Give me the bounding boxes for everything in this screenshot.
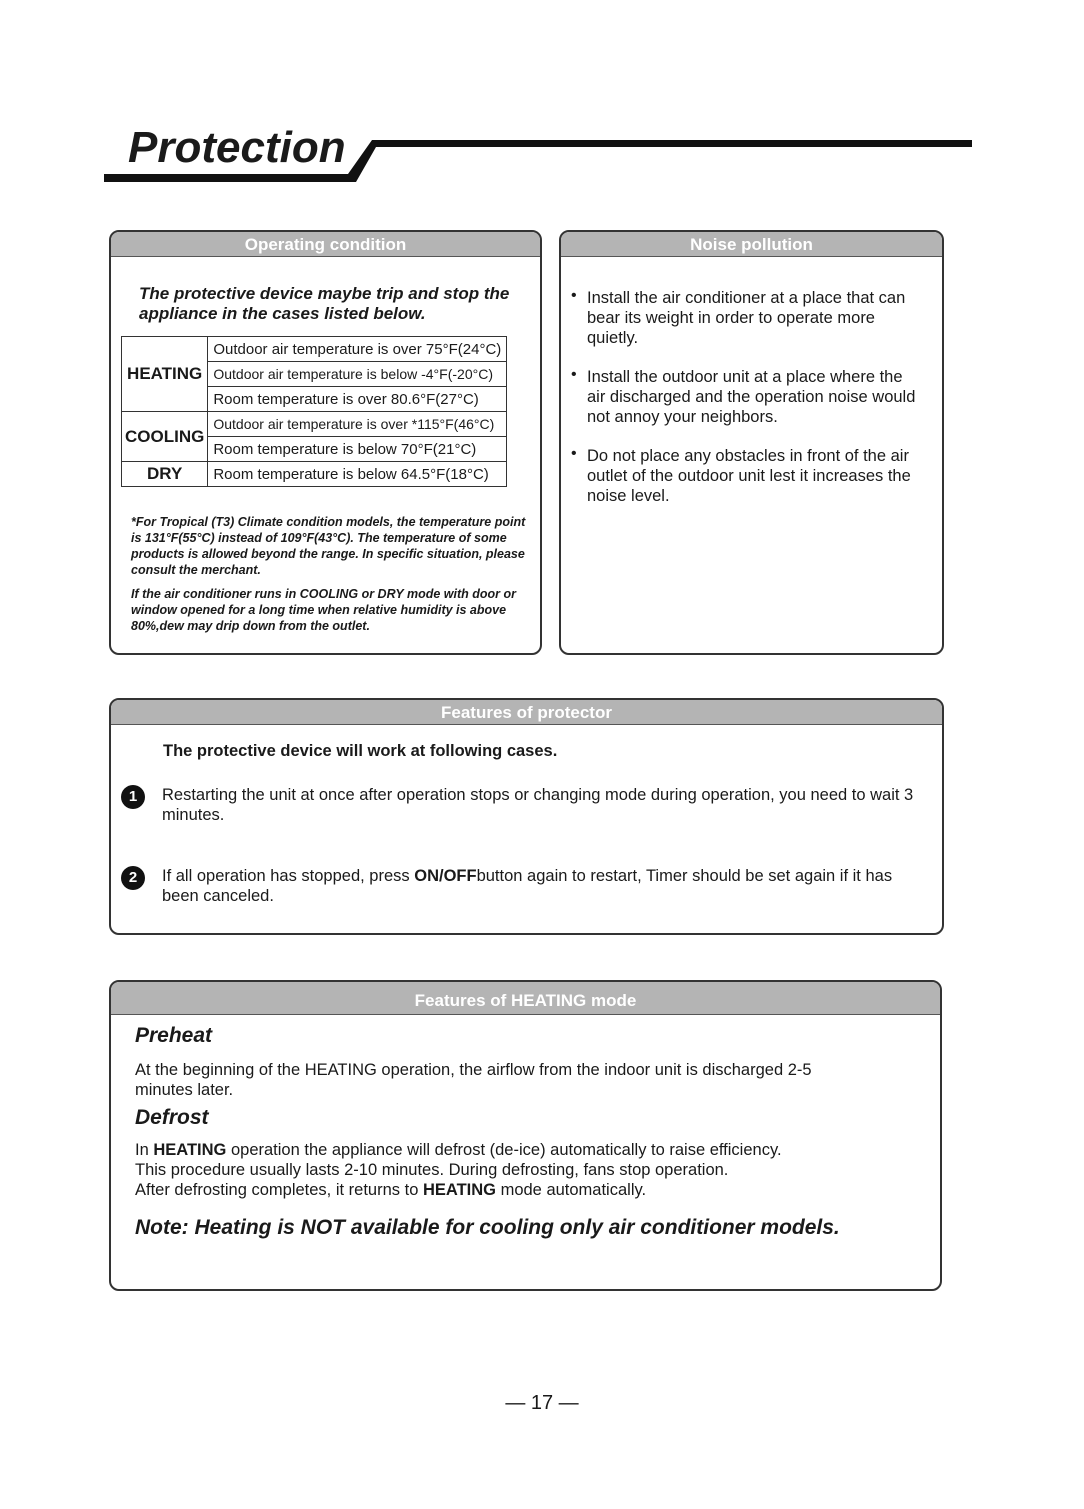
- list-item: • Do not place any obstacles in front of the air outlet of the outdoor unit lest it increases the noise level.: [571, 446, 937, 506]
- condition-cell: Outdoor air temperature is below -4°F(-20°C): [208, 362, 507, 387]
- condition-cell: Room temperature is below 64.5°F(18°C): [208, 462, 507, 487]
- preheat-title: Preheat: [135, 1024, 213, 1047]
- condition-cell: Outdoor air temperature is over 75°F(24°C): [208, 337, 507, 362]
- defrost-l3-pre: After defrosting completes, it returns to: [135, 1181, 423, 1199]
- condition-cell: Outdoor air temperature is over *115°F(46°C): [208, 412, 507, 437]
- defrost-l3-post: mode automatically.: [496, 1181, 647, 1199]
- table-row: [122, 337, 507, 362]
- heating-note: Note: Heating is NOT available for cooling only air conditioner models.: [135, 1216, 840, 1239]
- case-text-pre: If all operation has stopped, press: [162, 867, 415, 885]
- defrost-title: Defrost: [135, 1106, 209, 1129]
- mode-heating: HEATING: [122, 337, 208, 412]
- noise-pollution-panel: [559, 230, 944, 655]
- operating-condition-table: [121, 336, 507, 487]
- preheat-text: At the beginning of the HEATING operation, the airflow from the indoor unit is discharged 2-5 minutes later.: [135, 1061, 812, 1099]
- condition-cell: Room temperature is below 70°F(21°C): [208, 437, 507, 462]
- protector-case-1: [121, 785, 928, 825]
- operating-condition-panel: [109, 230, 542, 655]
- mode-cooling: COOLING: [122, 412, 208, 462]
- tropical-note: *For Tropical (T3) Climate condition models, the temperature point is 131°F(55°C) instead of 109°F(43°C). The temperature of some products is allowed beyond the range. In specific situation, please consult the merchant.: [131, 515, 526, 577]
- protector-case-2: [121, 866, 928, 906]
- operating-condition-lead: The protective device maybe trip and stop the appliance in the cases listed below.: [139, 284, 510, 323]
- on-off-button-label: ON/OFF: [414, 867, 477, 885]
- defrost-l1-pre: In: [135, 1141, 154, 1159]
- list-item: • Install the air conditioner at a place that can bear its weight in order to operate more quietly.: [571, 288, 907, 348]
- case-text: Restarting the unit at once after operation stops or changing mode during operation, you need to wait 3 minutes.: [162, 786, 914, 824]
- page-number: — 17 —: [505, 1392, 579, 1414]
- defrost-l1-post: operation the appliance will defrost (de-ice) automatically to raise efficiency.: [226, 1141, 782, 1159]
- operating-condition-header: Operating condition: [111, 232, 540, 257]
- defrost-line-1: [135, 1141, 782, 1159]
- humidity-note: If the air conditioner runs in COOLING or DRY mode with door or window opened for a long time when relative humidity is above 80%,dew may drip down from the outlet.: [131, 587, 516, 633]
- table-row: [122, 412, 507, 437]
- number-badge-1: 1: [121, 785, 145, 809]
- defrost-text: [135, 1140, 925, 1200]
- case-text: [162, 866, 928, 906]
- case-text-post: button again to restart, Timer should be set again if it has been canceled.: [162, 867, 893, 905]
- protector-panel: [109, 698, 944, 935]
- defrost-line-2: This procedure usually lasts 2-10 minutes. During defrosting, fans stop operation.: [135, 1161, 729, 1179]
- list-item: • Install the outdoor unit at a place where the air discharged and the operation noise would not annoy your neighbors.: [571, 367, 923, 427]
- mode-dry: DRY: [122, 462, 208, 487]
- table-row: [122, 462, 507, 487]
- page-title: Protection: [128, 123, 346, 172]
- condition-cell: Room temperature is over 80.6°F(27°C): [208, 387, 507, 412]
- defrost-l3-bold: HEATING: [422, 1181, 496, 1199]
- protector-header: Features of protector: [111, 700, 942, 725]
- defrost-line-3: [135, 1181, 646, 1199]
- heating-mode-header: Features of HEATING mode: [111, 982, 940, 1015]
- noise-pollution-header: Noise pollution: [561, 232, 942, 257]
- number-badge-2: 2: [121, 866, 145, 890]
- heating-mode-panel: [109, 980, 942, 1291]
- defrost-l1-bold: HEATING: [153, 1141, 227, 1159]
- noise-list: [571, 288, 932, 525]
- protector-lead: The protective device will work at following cases.: [163, 742, 558, 760]
